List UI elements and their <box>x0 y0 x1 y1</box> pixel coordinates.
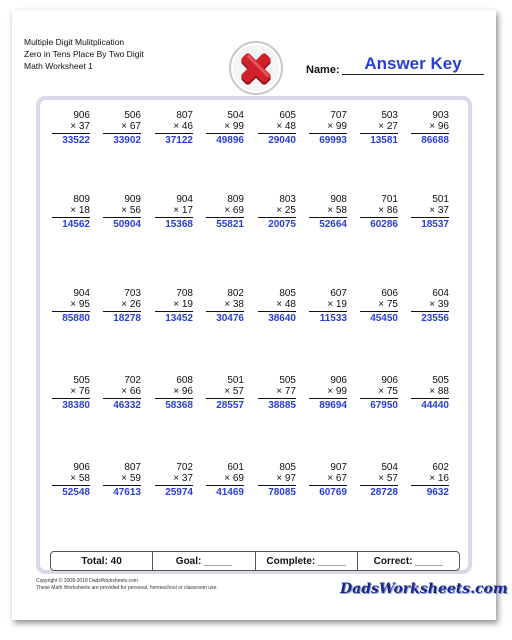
answer: 44440 <box>421 400 449 411</box>
problem <box>155 110 193 146</box>
answer: 23556 <box>421 313 449 324</box>
problem <box>103 288 141 324</box>
multiplier: × 75 <box>378 299 398 310</box>
answer: 33902 <box>113 135 141 146</box>
multiplier: × 38 <box>224 299 244 310</box>
problem <box>155 288 193 324</box>
problem <box>52 462 90 498</box>
answer: 60286 <box>370 219 398 230</box>
multiplier: × 99 <box>327 386 347 397</box>
problem <box>206 462 244 498</box>
answer: 38640 <box>268 313 296 324</box>
answer: 37122 <box>165 135 193 146</box>
name-label: Name: <box>306 64 340 76</box>
multiplicand: 807 <box>176 110 193 121</box>
answer: 78085 <box>268 487 296 498</box>
answer: 67950 <box>370 400 398 411</box>
problem <box>52 288 90 324</box>
problem <box>309 288 347 324</box>
multiplier: × 19 <box>173 299 193 310</box>
problem <box>52 375 90 411</box>
multiplicand: 505 <box>73 375 90 386</box>
multiplier: × 19 <box>327 299 347 310</box>
multiplicand: 805 <box>279 462 296 473</box>
multiplier: × 66 <box>121 386 141 397</box>
multiplicand: 506 <box>124 110 141 121</box>
copyright-line-1: Copyright © 2008-2018 DadsWorksheets.com <box>36 578 138 584</box>
multiplier: × 67 <box>327 473 347 484</box>
answer: 50904 <box>113 219 141 230</box>
problem <box>155 194 193 230</box>
problem <box>411 288 449 324</box>
problem <box>309 110 347 146</box>
multiplicand: 906 <box>381 375 398 386</box>
multiplicand: 605 <box>279 110 296 121</box>
multiplier: × 67 <box>121 121 141 132</box>
answer: 33522 <box>62 135 90 146</box>
problem <box>258 194 296 230</box>
multiplier: × 95 <box>70 299 90 310</box>
problem <box>258 462 296 498</box>
problem <box>206 110 244 146</box>
title-line-2: Zero in Tens Place By Two Digit <box>24 49 144 59</box>
answer: 85880 <box>62 313 90 324</box>
problem <box>206 194 244 230</box>
multiplier: × 97 <box>276 473 296 484</box>
problems-panel <box>36 96 472 574</box>
multiplicand: 501 <box>432 194 449 205</box>
problem <box>103 375 141 411</box>
answer: 14562 <box>62 219 90 230</box>
multiplicand: 708 <box>176 288 193 299</box>
multiplicand: 606 <box>381 288 398 299</box>
multiplicand: 809 <box>227 194 244 205</box>
multiplier: × 99 <box>224 121 244 132</box>
multiplier: × 59 <box>121 473 141 484</box>
answer: 52664 <box>319 219 347 230</box>
answer: 11533 <box>319 313 347 324</box>
multiplicand: 803 <box>279 194 296 205</box>
multiplicand: 807 <box>124 462 141 473</box>
multiplier: × 57 <box>224 386 244 397</box>
multiplier: × 48 <box>276 121 296 132</box>
answer: 13581 <box>370 135 398 146</box>
multiplicand: 805 <box>279 288 296 299</box>
multiplier: × 18 <box>70 205 90 216</box>
problems-panel-inner <box>40 100 468 570</box>
answer: 46332 <box>113 400 141 411</box>
answer: 9632 <box>426 487 449 498</box>
multiplicand: 904 <box>73 288 90 299</box>
answer: 18278 <box>113 313 141 324</box>
multiplicand: 903 <box>432 110 449 121</box>
correct-cell: Correct: _____ <box>357 552 459 570</box>
multiplier: × 37 <box>429 205 449 216</box>
problem <box>52 110 90 146</box>
answer: 29040 <box>268 135 296 146</box>
answer: 55821 <box>216 219 244 230</box>
problem <box>309 462 347 498</box>
problem <box>258 110 296 146</box>
multiplicand: 504 <box>381 462 398 473</box>
complete-cell: Complete: _____ <box>255 552 357 570</box>
multiplicand: 907 <box>330 462 347 473</box>
multiplicand: 904 <box>176 194 193 205</box>
multiplicand: 701 <box>381 194 398 205</box>
answer: 15368 <box>165 219 193 230</box>
multiplier: × 86 <box>378 205 398 216</box>
multiplicand: 702 <box>124 375 141 386</box>
multiplier: × 25 <box>276 205 296 216</box>
multiplier: × 77 <box>276 386 296 397</box>
multiplier: × 37 <box>173 473 193 484</box>
score-footer <box>50 551 460 571</box>
copyright-line-2: These Math Worksheets are provided for personal, homeschool or classroom use. <box>36 585 218 591</box>
red-x-icon <box>228 40 284 96</box>
multiplier: × 76 <box>70 386 90 397</box>
multiplier: × 69 <box>224 205 244 216</box>
problem <box>411 375 449 411</box>
problem <box>258 375 296 411</box>
multiplicand: 607 <box>330 288 347 299</box>
problem <box>411 194 449 230</box>
answer-key-title: Answer Key <box>342 54 484 75</box>
multiplier: × 27 <box>378 121 398 132</box>
multiplicand: 601 <box>227 462 244 473</box>
multiplicand: 604 <box>432 288 449 299</box>
multiplicand: 906 <box>330 375 347 386</box>
problem <box>360 375 398 411</box>
multiplier: × 39 <box>429 299 449 310</box>
multiplier: × 96 <box>429 121 449 132</box>
answer: 38885 <box>268 400 296 411</box>
answer: 60769 <box>319 487 347 498</box>
multiplier: × 48 <box>276 299 296 310</box>
answer: 38380 <box>62 400 90 411</box>
answer: 89694 <box>319 400 347 411</box>
worksheet-title <box>24 36 144 72</box>
title-line-3: Math Worksheet 1 <box>24 61 93 71</box>
answer: 30476 <box>216 313 244 324</box>
total-cell: Total: 40 <box>81 555 122 567</box>
multiplicand: 602 <box>432 462 449 473</box>
problem <box>103 110 141 146</box>
multiplier: × 16 <box>429 473 449 484</box>
multiplier: × 58 <box>327 205 347 216</box>
problem <box>103 462 141 498</box>
answer: 58368 <box>165 400 193 411</box>
brand-logo[interactable]: DadsWorksheets.com <box>340 581 508 597</box>
multiplier: × 58 <box>70 473 90 484</box>
problem <box>360 194 398 230</box>
answer: 86688 <box>421 135 449 146</box>
multiplicand: 906 <box>73 462 90 473</box>
multiplicand: 909 <box>124 194 141 205</box>
answer: 28728 <box>370 487 398 498</box>
answer: 13452 <box>165 313 193 324</box>
problem <box>258 288 296 324</box>
copyright-notice <box>36 578 218 592</box>
multiplicand: 802 <box>227 288 244 299</box>
multiplier: × 56 <box>121 205 141 216</box>
problem <box>206 288 244 324</box>
multiplicand: 906 <box>73 110 90 121</box>
problem <box>411 462 449 498</box>
multiplier: × 57 <box>378 473 398 484</box>
problem <box>155 375 193 411</box>
multiplier: × 46 <box>173 121 193 132</box>
multiplier: × 96 <box>173 386 193 397</box>
multiplicand: 608 <box>176 375 193 386</box>
problem <box>411 110 449 146</box>
multiplier: × 17 <box>173 205 193 216</box>
multiplicand: 908 <box>330 194 347 205</box>
answer: 49896 <box>216 135 244 146</box>
problem <box>52 194 90 230</box>
multiplier: × 99 <box>327 121 347 132</box>
problem <box>103 194 141 230</box>
multiplier: × 75 <box>378 386 398 397</box>
answer: 20075 <box>268 219 296 230</box>
multiplicand: 809 <box>73 194 90 205</box>
answer: 69993 <box>319 135 347 146</box>
multiplier: × 26 <box>121 299 141 310</box>
multiplicand: 504 <box>227 110 244 121</box>
multiplicand: 707 <box>330 110 347 121</box>
problem <box>360 288 398 324</box>
goal-cell: Goal: _____ <box>152 552 254 570</box>
problem <box>309 194 347 230</box>
multiplicand: 702 <box>176 462 193 473</box>
title-line-1: Multiple Digit Mulitplication <box>24 37 125 47</box>
multiplicand: 505 <box>279 375 296 386</box>
answer: 52548 <box>62 487 90 498</box>
multiplier: × 37 <box>70 121 90 132</box>
answer: 41469 <box>216 487 244 498</box>
multiplier: × 88 <box>429 386 449 397</box>
problem <box>360 110 398 146</box>
multiplier: × 69 <box>224 473 244 484</box>
multiplicand: 503 <box>381 110 398 121</box>
problem <box>155 462 193 498</box>
answer: 45450 <box>370 313 398 324</box>
answer: 47613 <box>113 487 141 498</box>
answer: 25974 <box>165 487 193 498</box>
problem <box>206 375 244 411</box>
answer: 28557 <box>216 400 244 411</box>
multiplicand: 703 <box>124 288 141 299</box>
answer: 18537 <box>421 219 449 230</box>
problem <box>309 375 347 411</box>
problem <box>360 462 398 498</box>
multiplicand: 505 <box>432 375 449 386</box>
multiplicand: 501 <box>227 375 244 386</box>
